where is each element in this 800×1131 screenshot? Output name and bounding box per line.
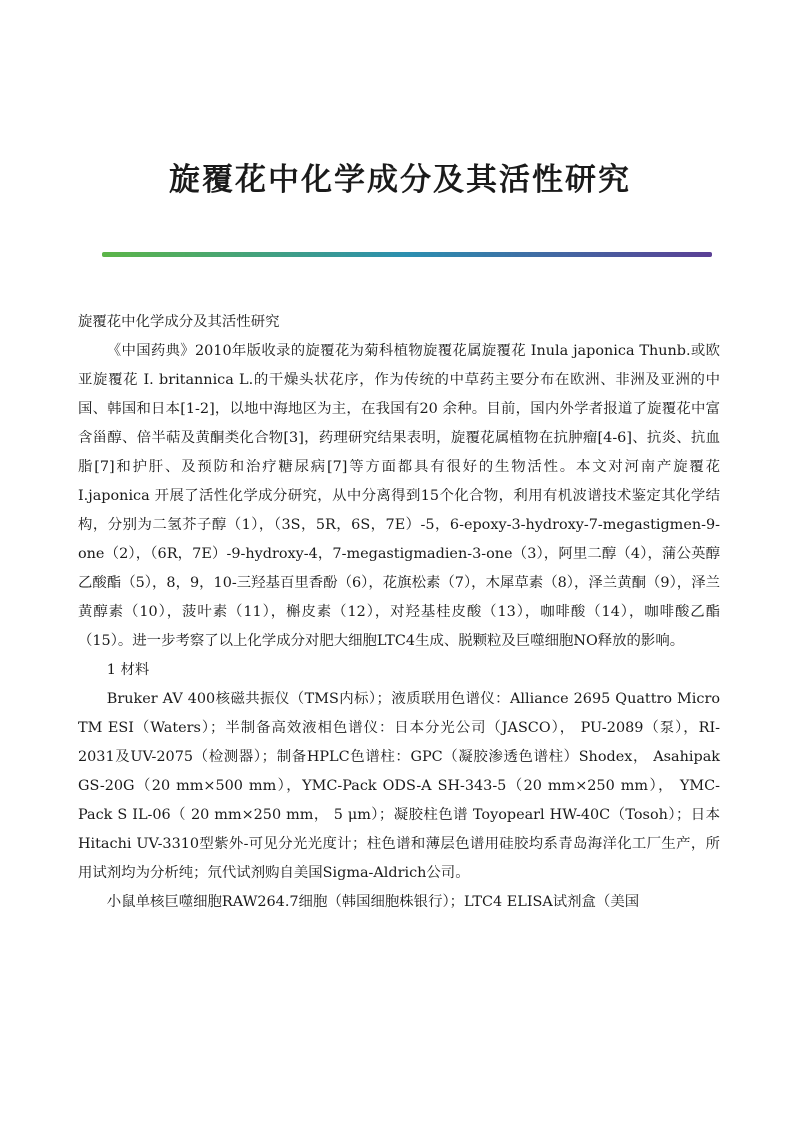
title-divider: [102, 252, 712, 257]
lead-title: 旋覆花中化学成分及其活性研究: [78, 314, 280, 330]
document-body: [78, 308, 720, 917]
intro-paragraph: 《中国药典》2010年版收录的旋覆花为菊科植物旋覆花属旋覆花 Inula japonica Thunb.或欧亚旋覆花 I. britannica L.的干燥头状花序，作为传统的中草药主要分布在欧洲、非洲及亚洲的中国、韩国和日本[1-2]，以地中海地区为主，在我国有20 余种。目前，国内外学者报道了旋覆花中富含甾醇、倍半萜及黄酮类化合物[3]，药理研究结果表明，旋覆花属植物在抗肿瘤[4-6]、抗炎、抗血脂[7]和护肝、及预防和治疗糖尿病[7]等方面都具有很好的生物活性。本文对河南产旋覆花 I.japonica 开展了活性化学成分研究，从中分离得到15个化合物，利用有机波谱技术鉴定其化学结构，分别为二氢芥子醇（1），（3S，5R，6S，7E）-5，6-epoxy-3-hydroxy-7-megastigmen-9-one（2），（6R，7E）-9-hydroxy-4，7-megastigmadien-3-one（3），阿里二醇（4），蒲公英醇乙酸酯（5），8，9，10-三羟基百里香酚（6），花旗松素（7），木犀草素（8），泽兰黄酮（9），泽兰黄醇素（10），菠叶素（11），槲皮素（12），对羟基桂皮酸（13），咖啡酸（14），咖啡酸乙酯（15）。进一步考察了以上化学成分对肥大细胞LTC4生成、脱颗粒及巨噬细胞NO释放的影响。: [78, 343, 720, 649]
cells-paragraph: 小鼠单核巨噬细胞RAW264.7细胞（韩国细胞株银行）；LTC4 ELISA试剂盒（美国: [106, 894, 640, 910]
document-title: 旋覆花中化学成分及其活性研究: [169, 162, 631, 198]
materials-paragraph: Bruker AV 400核磁共振仪（TMS内标）；液质联用色谱仪：Alliance 2695 Quattro Micro TM ESI（Waters）；半制备高效液相色谱仪：日本分光公司（JASCO）， PU-2089（泵），RI-2031及UV-2075（检测器）；制备HPLC色谱柱：GPC（凝胶渗透色谱柱）Shodex， Asahipak GS-20G（20 mm×500 mm），YMC-Pack ODS-A SH-343-5（20 mm×250 mm）， YMC-Pack S IL-06（ 20 mm×250 mm， 5 μm）；凝胶柱色谱 Toyopearl HW-40C（Tosoh）；日本Hitachi UV-3310型紫外-可见分光光度计；柱色谱和薄层色谱用硅胶均系青岛海洋化工厂生产，所用试剂均为分析纯；氘代试剂购自美国Sigma-Aldrich公司。: [78, 691, 720, 881]
section-heading-materials: 1 材料: [106, 662, 150, 678]
